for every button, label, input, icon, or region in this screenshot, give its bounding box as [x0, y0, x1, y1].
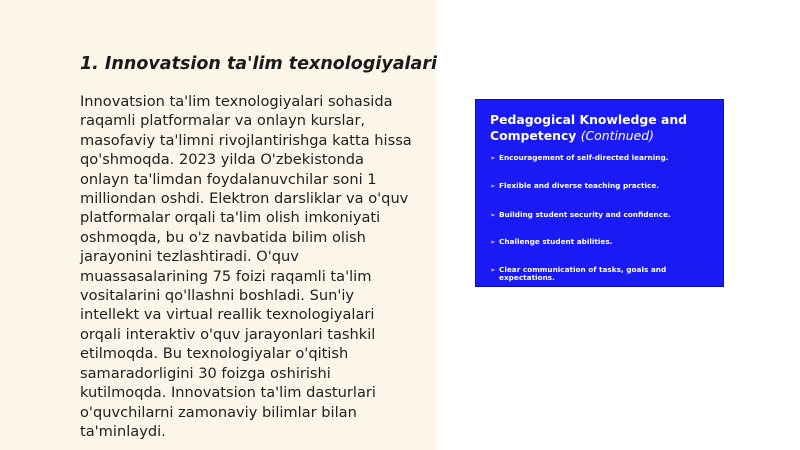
paragraph-line: ta'minlaydi. [80, 422, 166, 440]
slide-bullet [490, 154, 718, 162]
slide-image [475, 99, 724, 329]
slide-bullet-text: Building student security and confidence. [499, 209, 671, 219]
paragraph-line: platformalar orqali ta'lim olish imkoniyati [80, 209, 381, 227]
arrow-bullet-icon: ➢ [490, 266, 496, 275]
paragraph-line: kutilmoqda. Innovatsion ta'lim dasturlari [80, 384, 376, 402]
slide-title-line: Competency [490, 127, 577, 143]
slide-bullet-text: Application of effective classroom management strategies. [499, 310, 696, 329]
paragraph-line: etilmoqda. Bu texnologiyalar o'qitish [80, 345, 349, 363]
arrow-bullet-icon: ➢ [490, 182, 496, 191]
paragraph-line: milliondan oshdi. Elektron darsliklar va o'quv [80, 190, 409, 208]
paragraph-line: raqamli platformalar va onlayn kurslar, [80, 112, 366, 130]
slide-bullet [490, 182, 718, 190]
paragraph-line: masofaviy ta'limni rivojlantirishga katta hissa [80, 131, 412, 149]
paragraph-line: jarayonini tezlashtiradi. O'quv [80, 248, 299, 266]
slide-bullet-text: Challenge student abilities. [499, 236, 613, 246]
slide-title [490, 112, 718, 143]
arrow-bullet-icon: ➢ [490, 210, 496, 219]
slide-bullet-text: Flexible and diverse teaching practice. [499, 181, 660, 191]
arrow-bullet-icon: ➢ [490, 237, 496, 246]
slide-bullet-text: Encouragement of self-directed learning. [499, 153, 669, 162]
paragraph-line: orqali interaktiv o'quv jarayonlari tashkil [80, 325, 376, 343]
paragraph-line: intellekt va virtual reallik texnologiyalari [80, 306, 375, 324]
paragraph-line: o'quvchilarni zamonaviy bilimlar bilan [80, 403, 357, 421]
section-heading: 1. Innovatsion ta'lim texnologiyalari [80, 54, 437, 74]
slide-bullet-list [490, 153, 718, 329]
slide-title-continued: (Continued) [580, 127, 654, 143]
slide-bullet [490, 238, 718, 246]
slide-bullet-text: Clear communication of tasks, goals and expectations. [499, 265, 667, 283]
paragraph-line: qo'shmoqda. 2023 yilda O'zbekistonda [80, 151, 364, 169]
arrow-bullet-icon: ➢ [490, 154, 496, 162]
slide-bullet [490, 211, 718, 219]
paragraph-line: oshmoqda, bu o'z navbatida bilim olish [80, 228, 366, 246]
slide-bullet [490, 266, 718, 283]
paragraph-line: onlayn ta'limdan foydalanuvchilar soni 1 [80, 170, 377, 188]
paragraph-line: muassasalarining 75 foizi raqamli ta'lim [80, 267, 372, 285]
paragraph-line: vositalarini qo'llashni boshladi. Sun'iy [80, 287, 355, 305]
paragraph-line: Innovatsion ta'lim texnologiyalari sohasida [80, 93, 393, 110]
paragraph-line: samaradorligini 30 foizga oshirishi [80, 364, 331, 382]
article-paragraph [80, 92, 426, 441]
slide-title-line: Pedagogical Knowledge and [490, 112, 688, 127]
arrow-bullet-icon: ➢ [490, 311, 496, 320]
slide-bullet [490, 312, 718, 329]
